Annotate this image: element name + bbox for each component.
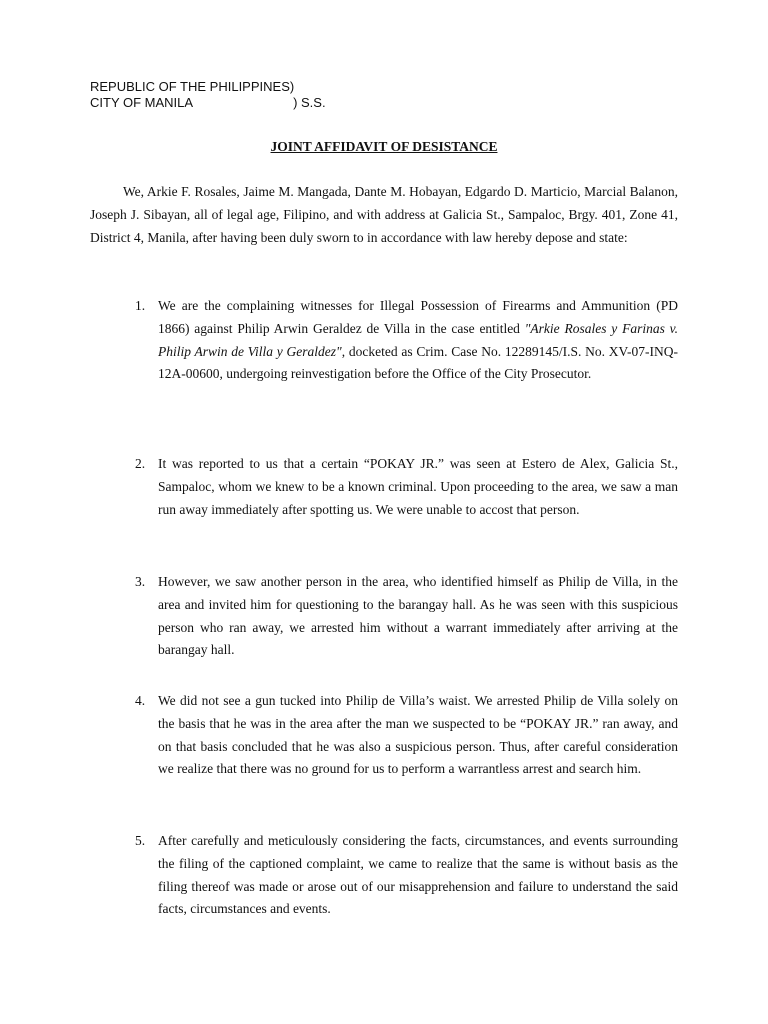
list-item — [90, 830, 678, 921]
venue-block — [90, 79, 326, 111]
list-item — [90, 690, 678, 781]
item-text: We did not see a gun tucked into Philip de Villa’s waist. We arrested Philip de Villa solely on the basis that he was in the area after the man we suspected to be “POKAY JR.” ran away, and on that basis concluded that he was also a suspicious person. Thus, after careful consideration we realize that there was no ground for us to perform a warrantless arrest and search him. — [158, 693, 678, 777]
item-text-before: We are the complaining witnesses for Illegal Possession of Firearms and Ammunition (PD 1866) against Philip Arwin Geraldez de Villa in the case entitled — [158, 298, 678, 336]
item-number: 1. — [135, 298, 146, 313]
list-item — [90, 571, 678, 662]
intro-paragraph: We, Arkie F. Rosales, Jaime M. Mangada, Dante M. Hobayan, Edgardo D. Marticio, Marcial Balanon, Joseph J. Sibayan, all of legal age, Filipino, and with address at Galicia St., Sampaloc, Brgy. 401, Zone 41, District 4, Manila, after having been duly sworn to in accordance with law hereby depose and state: — [90, 184, 678, 245]
venue-ss: ) S.S. — [293, 95, 326, 110]
venue-country: REPUBLIC OF THE PHILIPPINES) — [90, 79, 295, 94]
item-text — [158, 295, 678, 386]
item-number: 3. — [135, 574, 146, 589]
item-number: 2. — [135, 456, 146, 471]
list-item — [90, 453, 678, 521]
item-text: It was reported to us that a certain “POKAY JR.” was seen at Estero de Alex, Galicia St., Sampaloc, whom we knew to be a known criminal. Upon proceeding to the area, we saw a man run away immediately after spotting us. We were unable to accost that person. — [158, 456, 678, 517]
item-text-after: , docketed as Crim. Case No. 12289145/I.S. No. XV-07-INQ-12A-00600, undergoing reinvestigation before the Office of the City Prosecutor. — [158, 343, 678, 382]
document-title: JOINT AFFIDAVIT OF DESISTANCE — [270, 139, 498, 154]
item-text: After carefully and meticulously considering the facts, circumstances, and events surrounding the filing of the captioned complaint, we came to realize that the same is without basis as the filing thereof was made or arose out of our misapprehension and failure to understand the said facts, circumstances and events. — [158, 833, 678, 917]
venue-city-line — [90, 95, 326, 111]
item-number: 5. — [135, 833, 146, 848]
item-text: However, we saw another person in the area, who identified himself as Philip de Villa, in the area and invited him for questioning to the barangay hall. As he was seen with this suspicious person who ran away, we arrested him without a warrant immediately after arriving at the barangay hall. — [158, 574, 678, 658]
case-title: "Arkie Rosales y Farinas v. Philip Arwin de Villa y Geraldez" — [158, 320, 678, 359]
item-number: 4. — [135, 693, 146, 708]
list-item — [90, 295, 678, 386]
venue-city: CITY OF MANILA — [90, 95, 194, 110]
